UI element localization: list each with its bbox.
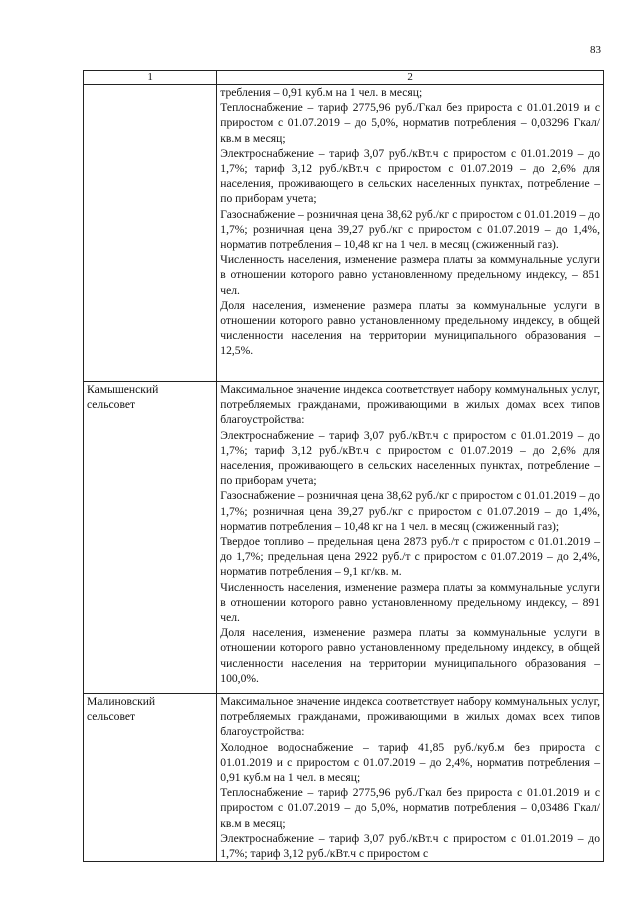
table-row	[84, 694, 604, 862]
text-paragraph: Максимальное значение индекса соответствует набору коммунальных услуг, потребляемых гражданами, проживающими в жилых домах всех типов благоустройства:	[220, 695, 600, 739]
text-paragraph: Холодное водоснабжение – тариф 41,85 руб./куб.м без прироста с 01.01.2019 и с приростом с 01.07.2019 – до 2,4%, норматив потребления – 0,91 куб.м на 1 чел. в месяц;	[220, 740, 600, 785]
table-row	[84, 382, 604, 694]
text-paragraph: Доля населения, изменение размера платы за коммунальные услуги в отношении которого равно установленному предельному индексу, в общей численности населения на территории муниципального образования – 100,0%.	[220, 626, 600, 685]
municipality-name-cell	[84, 694, 217, 862]
table-header-row	[84, 71, 604, 85]
description-cell	[217, 382, 604, 694]
text-paragraph: Теплоснабжение – тариф 2775,96 руб./Гкал без прироста с 01.01.2019 и с приростом с 01.07.2019 – до 5,0%, норматив потребления – 0,03486 Гкал/кв.м в месяц;	[220, 786, 600, 830]
tariff-table	[83, 70, 604, 862]
column-header-1: 1	[84, 71, 217, 85]
page-number: 83	[590, 44, 601, 56]
description-cell	[217, 694, 604, 862]
text-paragraph: Электроснабжение – тариф 3,07 руб./кВт.ч с приростом с 01.01.2019 – до 1,7%; тариф 3,12 руб./кВт.ч с приростом с	[220, 831, 600, 861]
table-row	[84, 85, 604, 382]
municipality-name-cell	[84, 382, 217, 694]
text-paragraph: Электроснабжение – тариф 3,07 руб./кВт.ч с приростом с 01.01.2019 – до 1,7%; тариф 3,12 руб./кВт.ч с приростом с 01.07.2019 – до 2,6% для населения, проживающего в сельских населенных пунктах, потребление – по приборам учета;	[220, 428, 600, 488]
text-paragraph: требления – 0,91 куб.м на 1 чел. в месяц;	[220, 86, 423, 99]
text-paragraph: Теплоснабжение – тариф 2775,96 руб./Гкал без прироста с 01.01.2019 и с приростом с 01.07.2019 – до 5,0%, норматив потребления – 0,03296 Гкал/кв.м в месяц;	[220, 101, 600, 145]
text-paragraph: Твердое топливо – предельная цена 2873 руб./т с приростом с 01.01.2019 – до 1,7%; предельная цена 2922 руб./т с приростом с 01.07.2019 – до 2,4%, норматив потребления – 9,1 кг/кв. м.	[220, 535, 600, 579]
text-paragraph: Максимальное значение индекса соответствует набору коммунальных услуг, потребляемых гражданами, проживающими в жилых домах всех типов благоустройства:	[220, 383, 600, 427]
municipality-name: Малиновский сельсовет	[87, 695, 156, 724]
text-paragraph: Электроснабжение – тариф 3,07 руб./кВт.ч с приростом с 01.01.2019 – до 1,7%; тариф 3,12 руб./кВт.ч с приростом с 01.07.2019 – до 2,6% для населения, проживающего в сельских населенных пунктах, потребление – по приборам учета;	[220, 146, 600, 206]
text-paragraph: Газоснабжение – розничная цена 38,62 руб./кг с приростом с 01.01.2019 – до 1,7%; розничная цена 39,27 руб./кг с приростом с 01.07.2019 – до 1,4%, норматив потребления – 10,48 кг на 1 чел. в месяц (сжиженный газ);	[220, 489, 600, 533]
description-cell	[217, 85, 604, 382]
municipality-name: Камышенский сельсовет	[87, 383, 159, 412]
text-paragraph: Численность населения, изменение размера платы за коммунальные услуги в отношении которого равно установленному предельному индексу, – 891 чел.	[220, 580, 600, 625]
text-paragraph: Доля населения, изменение размера платы за коммунальные услуги в отношении которого равно установленному предельному индексу, в общей численности населения на территории муниципального образования – 12,5%.	[220, 298, 600, 358]
text-paragraph: Газоснабжение – розничная цена 38,62 руб./кг с приростом с 01.01.2019 – до 1,7%; розничная цена 39,27 руб./кг с приростом с 01.07.2019 – до 1,4%, норматив потребления – 10,48 кг на 1 чел. в месяц (сжиженный газ).	[220, 207, 600, 252]
municipality-name-cell	[84, 85, 217, 382]
text-paragraph: Численность населения, изменение размера платы за коммунальные услуги в отношении которого равно установленному предельному индексу, – 851 чел.	[220, 253, 600, 297]
column-header-2: 2	[217, 71, 604, 85]
